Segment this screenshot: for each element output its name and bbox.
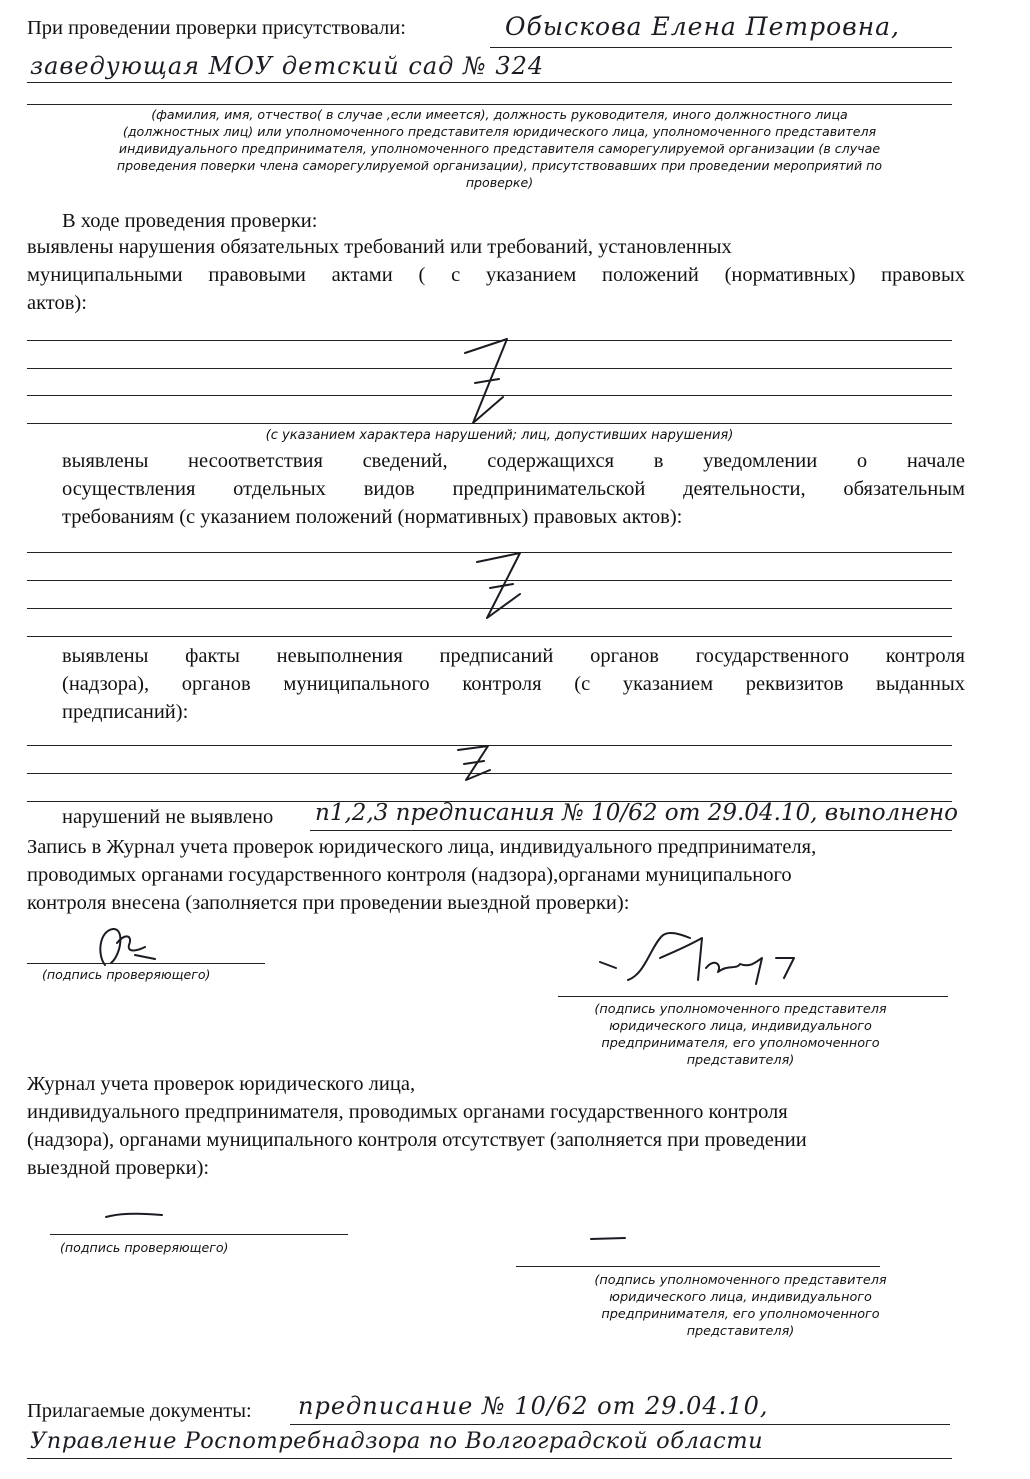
present-label: При проведении проверки присутствовали: <box>27 17 406 39</box>
journal-entry-line-3: контроля внесена (заполняется при проведении выездной проверки): <box>27 892 630 914</box>
present-underline-2 <box>27 82 952 83</box>
attachments-handwritten-1: предписание № 10/62 от 29.04.10, <box>298 1392 769 1420</box>
no-violations-handwritten: п1,2,3 предписания № 10/62 от 29.04.10, выполнено <box>315 800 958 826</box>
caption-line: предпринимателя, его уполномоченного <box>601 1307 880 1322</box>
present-handwritten-name: Обыскова Елена Петровна, <box>505 12 901 41</box>
present-caption <box>27 106 972 191</box>
representative-sign-caption-2 <box>553 1272 928 1340</box>
unfulfilled-line-3: предписаний): <box>62 701 189 723</box>
unfulfilled-line-1: выявлены факты невыполнения предписаний органов государственного контроля <box>62 645 965 667</box>
strikeout-z-mark <box>465 548 535 623</box>
caption-line: индивидуального предпринимателя, уполномоченного представителя саморегулируемой организации (в случае <box>118 141 881 156</box>
inspector-sign-caption-2: (подпись проверяющего) <box>60 1240 229 1255</box>
caption-line: представителя) <box>686 1324 795 1339</box>
caption-line: проведения поверки члена саморегулируемой организации), присутствовавших при проведении мероприятий по <box>116 158 883 173</box>
mismatch-line-3: требованиям (с указанием положений (нормативных) правовых актов): <box>62 506 683 528</box>
inspector-dash-mark <box>100 1205 170 1225</box>
journal-absent-line-3: (надзора), органами муниципального контроля отсутствует (заполняется при проведении <box>27 1129 807 1151</box>
journal-absent-line-2: индивидуального предпринимателя, проводимых органами государственного контроля <box>27 1101 788 1123</box>
caption-line: предпринимателя, его уполномоченного <box>601 1036 880 1051</box>
journal-entry-line-2: проводимых органами государственного контроля (надзора),органами муниципального <box>27 864 792 886</box>
caption-line: (должностных лиц) или уполномоченного представителя юридического лица, уполномоченного представителя <box>122 124 877 139</box>
caption-line: (фамилия, имя, отчество( в случае ,если имеется), должность руководителя, иного должностного лица <box>151 107 848 122</box>
strikeout-z-mark <box>450 740 500 785</box>
inspector-sign-line <box>27 963 265 964</box>
inspector-sign-caption: (подпись проверяющего) <box>42 967 211 982</box>
unfulfilled-line-2: (надзора), органов муниципального контроля (с указанием реквизитов выданных <box>62 673 965 695</box>
caption-line: (подпись уполномоченного представителя <box>594 1002 887 1017</box>
attachments-underline-2 <box>27 1458 952 1459</box>
caption-line: проверке) <box>465 175 534 190</box>
present-handwritten-position: заведующая МОУ детский сад № 324 <box>30 52 545 80</box>
fill-line <box>27 636 952 637</box>
inspector-sign-line-2 <box>50 1234 348 1235</box>
no-violations-label: нарушений не выявлено <box>62 806 274 828</box>
journal-absent-line-4: выездной проверки): <box>27 1157 210 1179</box>
caption-line: представителя) <box>686 1053 795 1068</box>
violations-line-3: актов): <box>27 292 87 314</box>
mismatch-line-1: выявлены несоответствия сведений, содержащихся в уведомлении о начале <box>62 450 965 472</box>
inspection-intro: В ходе проведения проверки: <box>62 210 318 232</box>
caption-line: юридического лица, индивидуального <box>609 1019 872 1034</box>
violations-line-2: муниципальными правовыми актами ( с указанием положений (нормативных) правовых <box>27 264 965 286</box>
journal-absent-line-1: Журнал учета проверок юридического лица, <box>27 1073 416 1095</box>
attachments-underline-1 <box>290 1424 950 1425</box>
attachments-label: Прилагаемые документы: <box>27 1400 252 1422</box>
violations-caption: (с указанием характера нарушений; лиц, допустивших нарушения) <box>265 428 734 443</box>
representative-signature <box>590 928 850 998</box>
violations-line-1: выявлены нарушения обязательных требований или требований, установленных <box>27 236 732 258</box>
representative-sign-caption <box>553 1001 928 1069</box>
representative-dash-mark <box>585 1232 635 1246</box>
attachments-handwritten-2: Управление Роспотребнадзора по Волгоградской области <box>30 1428 764 1454</box>
no-violations-underline <box>310 830 952 831</box>
mismatch-line-2: осуществления отдельных видов предпринимательской деятельности, обязательным <box>62 478 965 500</box>
present-underline <box>490 47 952 48</box>
present-underline-3 <box>27 104 952 105</box>
caption-line: (подпись уполномоченного представителя <box>594 1273 887 1288</box>
representative-sign-line <box>558 996 948 997</box>
representative-sign-line-2 <box>516 1266 880 1267</box>
journal-entry-line-1: Запись в Журнал учета проверок юридического лица, индивидуального предпринимателя, <box>27 836 817 858</box>
caption-line: юридического лица, индивидуального <box>609 1290 872 1305</box>
strikeout-z-mark <box>455 335 525 430</box>
